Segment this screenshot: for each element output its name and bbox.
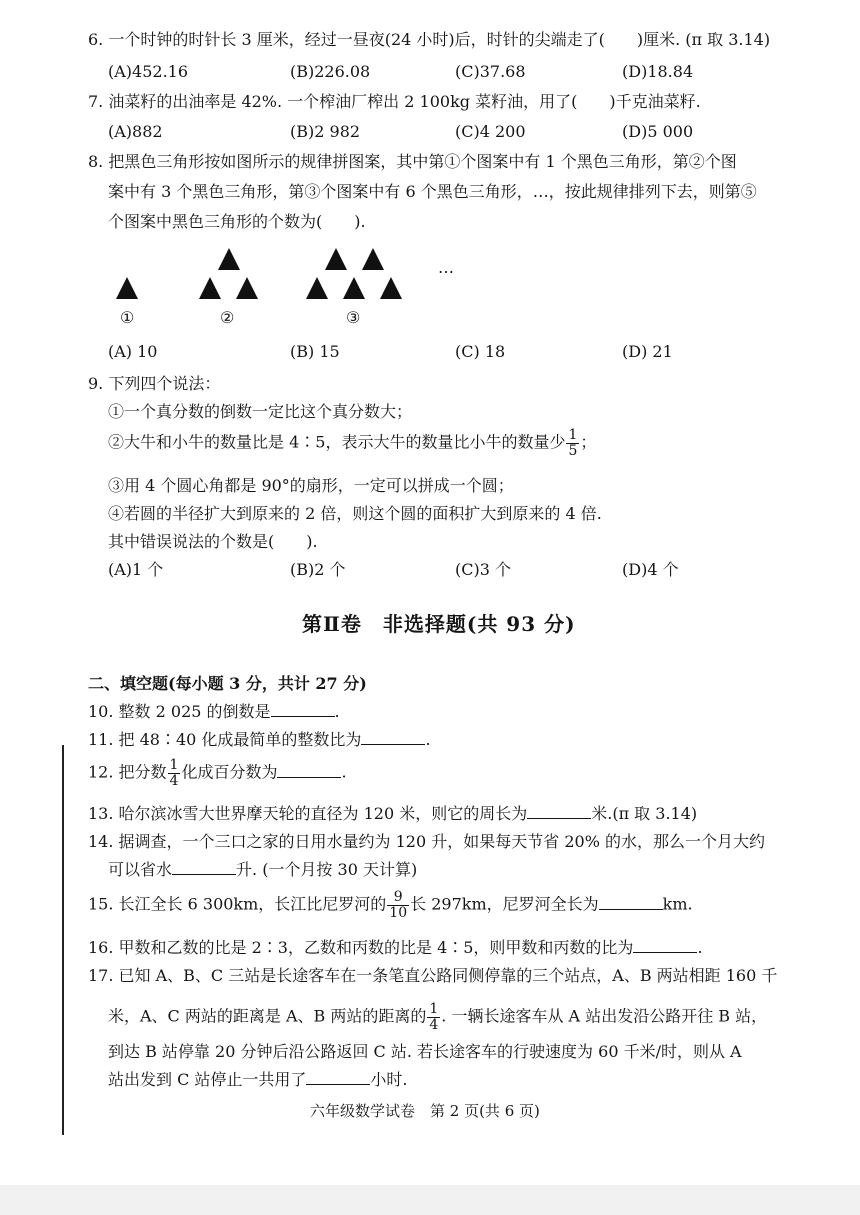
question-9-statement-1: ①一个真分数的倒数一定比这个真分数大； [108, 402, 413, 421]
q6-option-b: (B)226.08 [290, 62, 371, 81]
scan-margin-line [62, 745, 64, 1135]
pattern-ellipsis: … [438, 258, 454, 277]
question-12 [88, 758, 347, 788]
q10-text: 10. 整数 2 025 的倒数是 [88, 702, 271, 721]
question-7: 7. 油菜籽的出油率是 42%. 一个榨油厂榨出 2 100kg 菜籽油，用了( )千克油菜籽. [88, 92, 701, 111]
q7-option-b: (B)2 982 [290, 122, 361, 141]
fraction-denominator: 5 [568, 442, 578, 459]
q17-line4-text: 站出发到 C 站停止一共用了 [108, 1070, 307, 1089]
question-8-line1: 8. 把黑色三角形按如图所示的规律拼图案，其中第①个图案中有 1 个黑色三角形，第②个图 [88, 152, 737, 171]
triangle-shape [116, 277, 138, 299]
question-17-line3: 到达 B 站停靠 20 分钟后沿公路返回 C 站. 若长途客车的行驶速度为 60 千米/时，则从 A [108, 1042, 742, 1061]
triangle-shape [306, 277, 328, 299]
q13-text: 13. 哈尔滨冰雪大世界摩天轮的直径为 120 米，则它的周长为 [88, 804, 528, 823]
fraction-numerator: 9 [387, 890, 409, 906]
q16-end: . [697, 938, 703, 957]
question-17-line2 [108, 1002, 767, 1032]
q12-text-mid: 化成百分数为 [181, 762, 278, 782]
q8-option-c: (C) 18 [455, 342, 506, 361]
pattern-label-3: ③ [346, 308, 361, 327]
q9-option-c: (C)3 个 [455, 560, 511, 579]
q17-text-after: . 一辆长途客车从 A 站出发沿公路开往 B 站， [441, 1006, 768, 1026]
q13-end: 米.(π 取 3.14) [591, 804, 698, 823]
question-8-line3: 个图案中黑色三角形的个数为( ). [108, 212, 366, 231]
section-title: 第Ⅱ卷 非选择题(共 93 分) [302, 612, 576, 636]
q9-option-d: (D)4 个 [622, 560, 679, 579]
answer-blank [306, 1072, 370, 1085]
pattern-label-2: ② [220, 308, 235, 327]
question-10 [88, 702, 340, 722]
answer-blank [527, 806, 591, 819]
q17-text: 米，A、C 两站的距离是 A、B 两站的距离的 [108, 1006, 427, 1026]
question-14-line2 [108, 860, 417, 880]
page-footer: 六年级数学试卷 第 2 页(共 6 页) [310, 1102, 540, 1120]
q6-option-a: (A)452.16 [108, 62, 189, 81]
fraction-one-quarter [168, 758, 181, 788]
q17-line4-end: 小时. [370, 1070, 408, 1089]
q7-option-d: (D)5 000 [622, 122, 694, 141]
q11-text: 11. 把 48∶40 化成最简单的整数比为 [88, 730, 362, 749]
answer-blank [271, 704, 335, 717]
triangle-shape [236, 277, 258, 299]
q15-text: 15. 长江全长 6 300km，长江比尼罗河的 [88, 894, 387, 914]
q10-end: . [334, 702, 340, 721]
q16-text: 16. 甲数和乙数的比是 2∶3，乙数和丙数的比是 4∶5，则甲数和丙数的比为 [88, 938, 634, 957]
question-14-line1: 14. 据调查，一个三口之家的日用水量约为 120 升，如果每天节省 20% 的水，那么一个月大约 [88, 832, 765, 851]
q8-option-a: (A) 10 [108, 342, 158, 361]
q9-s2-end: ； [580, 432, 597, 452]
answer-blank [361, 732, 425, 745]
q12-text: 12. 把分数 [88, 762, 167, 782]
triangle-shape [218, 248, 240, 270]
triangle-shape [362, 248, 384, 270]
pattern-label-1: ① [120, 308, 135, 327]
scan-bottom-strip [0, 1185, 860, 1215]
q11-end: . [425, 730, 431, 749]
answer-blank [172, 862, 236, 875]
q7-option-a: (A)882 [108, 122, 163, 141]
triangle-shape [325, 248, 347, 270]
question-9-statement-3: ③用 4 个圆心角都是 90°的扇形，一定可以拼成一个圆； [108, 476, 514, 495]
fraction-one-fifth [566, 428, 579, 458]
q15-end: km. [662, 894, 693, 914]
q9-option-a: (A)1 个 [108, 560, 164, 579]
fraction-denominator: 4 [169, 772, 179, 789]
q7-option-c: (C)4 200 [455, 122, 526, 141]
q9-s2-text: ②大牛和小牛的数量比是 4∶5，表示大牛的数量比小牛的数量少 [108, 432, 566, 452]
q6-option-d: (D)18.84 [622, 62, 694, 81]
fraction-nine-tenths [387, 890, 409, 920]
fraction-numerator: 1 [568, 427, 578, 443]
answer-blank [599, 897, 663, 910]
question-9-intro: 9. 下列四个说法： [88, 374, 221, 393]
question-17-line1: 17. 已知 A、B、C 三站是长途客车在一条笔直公路同侧停靠的三个站点，A、B 两站相距 160 千 [88, 966, 778, 985]
question-17-line4 [108, 1070, 408, 1090]
q8-option-b: (B) 15 [290, 342, 340, 361]
question-13 [88, 804, 697, 824]
fraction-one-quarter [427, 1002, 440, 1032]
question-16 [88, 938, 703, 958]
question-11 [88, 730, 431, 750]
q12-end: . [341, 762, 347, 782]
fraction-numerator: 1 [429, 1001, 439, 1017]
question-6: 6. 一个时钟的时针长 3 厘米，经过一昼夜(24 小时)后，时针的尖端走了( )厘米. (π 取 3.14) [88, 30, 771, 49]
question-9-statement-4: ④若圆的半径扩大到原来的 2 倍，则这个圆的面积扩大到原来的 4 倍. [108, 504, 602, 523]
q14-end: 升. (一个月按 30 天计算) [236, 860, 418, 879]
triangle-shape [380, 277, 402, 299]
triangle-shape [199, 277, 221, 299]
question-15 [88, 890, 693, 920]
fraction-denominator: 4 [429, 1016, 439, 1033]
question-8-line2: 案中有 3 个黑色三角形，第③个图案中有 6 个黑色三角形，…，按此规律排列下去，则第⑤ [108, 182, 757, 201]
fill-blank-subheading: 二、填空题(每小题 3 分，共计 27 分) [88, 674, 367, 693]
answer-blank [277, 765, 341, 778]
q8-option-d: (D) 21 [622, 342, 673, 361]
fraction-numerator: 1 [169, 757, 179, 773]
q15-text-mid: 长 297km，尼罗河全长为 [410, 894, 599, 914]
q9-option-b: (B)2 个 [290, 560, 346, 579]
q6-option-c: (C)37.68 [455, 62, 526, 81]
answer-blank [633, 940, 697, 953]
triangle-shape [343, 277, 365, 299]
question-9-ask: 其中错误说法的个数是( ). [108, 532, 318, 551]
question-9-statement-2 [108, 428, 596, 458]
fraction-denominator: 10 [389, 904, 408, 921]
q14-text: 可以省水 [108, 860, 173, 879]
